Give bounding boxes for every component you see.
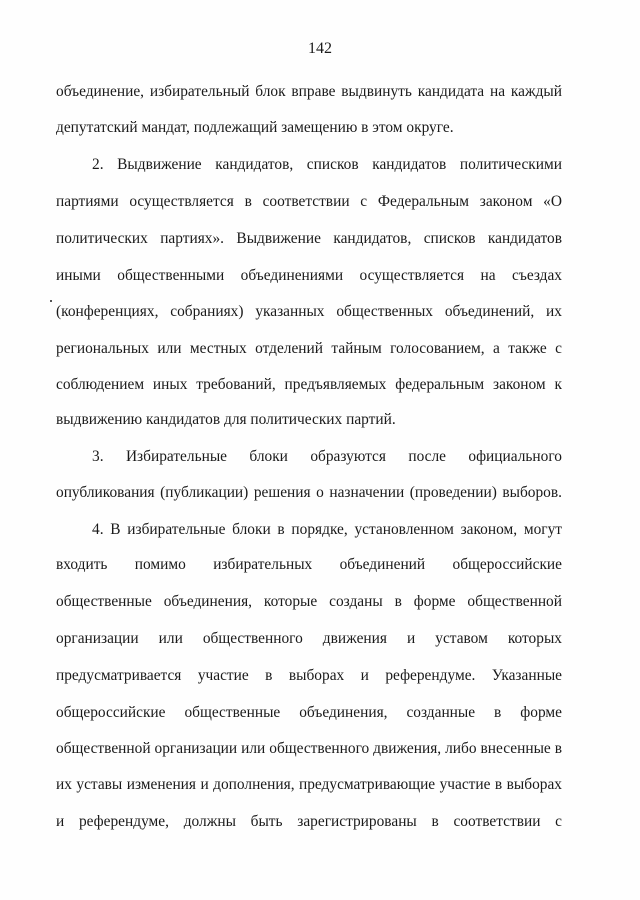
text-line: общественной организации или общественного движения, либо внесенные в [56,740,562,757]
text-line: организации или общественного движения и уставом которых [56,630,562,647]
text-line: объединение, избирательный блок вправе выдвинуть кандидата на каждый [56,83,562,100]
text-line: и референдуме, должны быть зарегистрированы в соответствии с [56,813,562,830]
text-line: входить помимо избирательных объединений общероссийские [56,556,562,573]
text-line: выдвижению кандидатов для политических партий. [56,411,396,428]
text-line: региональных или местных отделений тайным голосованием, а также с [56,340,562,357]
paragraph-2-start: 2. Выдвижение кандидатов, списков кандидатов политическими [92,156,562,173]
text-line: общероссийские общественные объединения, созданные в форме [56,704,562,721]
text-line: политических партиях». Выдвижение кандидатов, списков кандидатов [56,230,562,247]
text-line: (конференциях, собраниях) указанных общественных объединений, их [56,303,562,320]
text-line: опубликования (публикации) решения о назначении (проведении) выборов. [56,484,562,501]
paragraph-4-start: 4. В избирательные блоки в порядке, установленном законом, могут [92,521,562,538]
text-line: общественные объединения, которые созданы в форме общественной [56,593,562,610]
text-line: партиями осуществляется в соответствии с Федеральным законом «О [56,193,562,210]
page-number: 142 [308,40,332,57]
text-line: предусматривается участие в выборах и референдуме. Указанные [56,667,562,684]
text-line: депутатский мандат, подлежащий замещению в этом округе. [56,119,454,136]
text-line: иными общественными объединениями осуществляется на съездах [56,267,562,284]
text-line: их уставы изменения и дополнения, предусматривающие участие в выборах [56,776,562,793]
text-line: соблюдением иных требований, предъявляемых федеральным законом к [56,376,562,393]
scan-speck [50,300,52,302]
paragraph-3-start: 3. Избирательные блоки образуются после официального [92,448,562,465]
